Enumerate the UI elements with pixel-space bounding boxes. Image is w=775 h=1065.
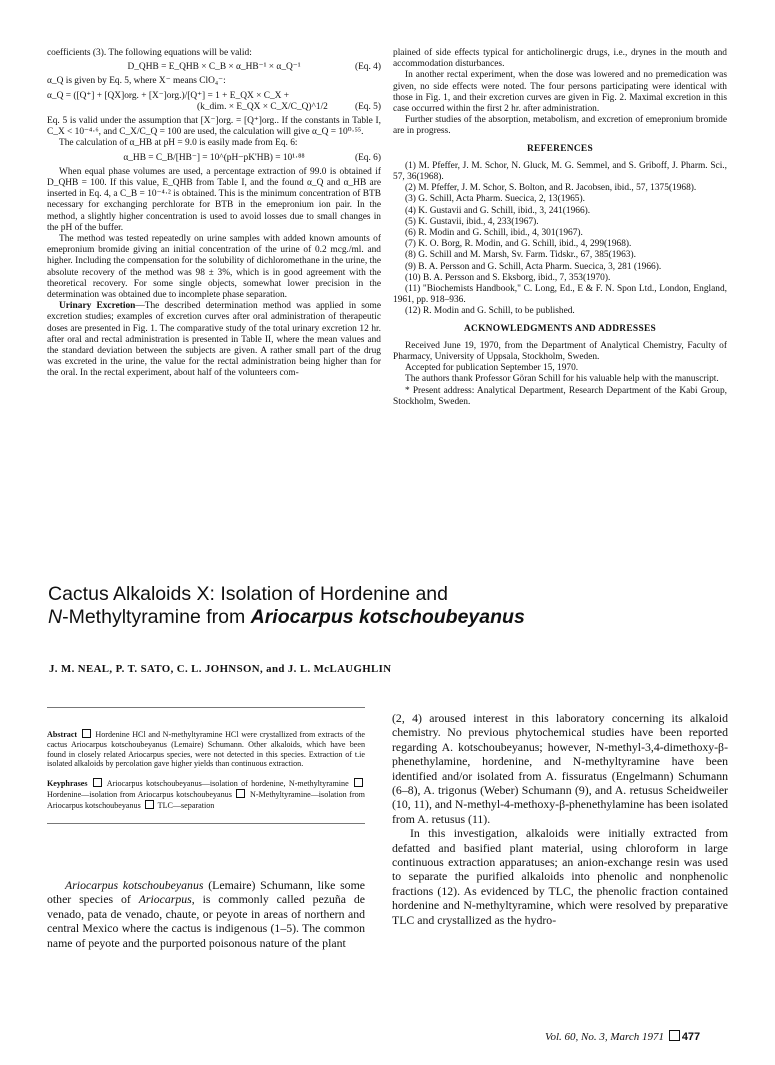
page-number: 477 <box>681 1031 701 1043</box>
reference-item: (1) M. Pfeffer, J. M. Schor, N. Gluck, M. G. Semmel, and S. Griboff, J. Pharm. Sci., 57, 36(1968). <box>393 160 727 183</box>
genus-name: Ariocarpus <box>138 892 192 907</box>
article-title <box>48 583 738 629</box>
abstract-paragraph <box>47 729 365 769</box>
paragraph: α_Q is given by Eq. 5, where X⁻ means ClO₄⁻: <box>47 76 226 87</box>
page-footer <box>545 1030 700 1043</box>
article-body-left <box>47 878 365 950</box>
reference-item: (8) G. Schill and M. Marsh, Sv. Farm. Tidskr., 67, 385(1963). <box>405 250 636 261</box>
reference-item: (7) K. O. Borg, R. Modin, and G. Schill, ibid., 4, 299(1968). <box>405 239 632 250</box>
box-bullet-icon <box>93 778 102 787</box>
paragraph: The method was tested repeatedly on urine samples with added known amounts of emepronium bromide giving an initial concentration of the urine of 0.2 mcg./ml. and higher. Including the compensation for the solubility of dichloromethane in the urine, the absolute recovery of the method was 98 ± 3%, which is in good agreement with the theoretical recovery. For some single objects, somewhat lower precision in the determination was obtained due to incomplete phase separation. <box>47 234 381 301</box>
reference-item: (4) K. Gustavii and G. Schill, ibid., 3, 241(1966). <box>405 205 591 216</box>
keyphrase: N-Methyltyramine—isolation from Ariocarpus kotschoubeyanus <box>47 789 365 810</box>
paragraph: Further studies of the absorption, metabolism, and excretion of emepronium bromide are in progress. <box>393 115 727 137</box>
paragraph: Eq. 5 is valid under the assumption that [X⁻]org. = [Q⁺]org.. If the constants in Table I, C_X < 10⁻⁴·⁶, and C_X/C_Q = 100 are used, the calculation will give α_Q = 10⁰·⁵⁵. <box>47 116 381 138</box>
box-bullet-icon <box>669 1030 680 1041</box>
reference-item: (9) B. A. Persson and G. Schill, Acta Pharm. Suecica, 3, 281 (1966). <box>405 261 662 272</box>
acknowledgments-heading: ACKNOWLEDGMENTS AND ADDRESSES <box>463 323 657 334</box>
abstract-label: Abstract <box>47 730 78 739</box>
abstract-box <box>47 707 365 824</box>
paragraph: When equal phase volumes are used, a percentage extraction of 99.0 is obtained if D_QHB = 100. If this value, E_QHB from Table I, and the found α_Q and α_HB are inserted in Eq. 4, a C_B = 10⁻⁴·² is obtained. This is the minimum concentration of BTB necessary for exchanging perchlorate for BTB in the emepronium ion pair. In the method, a slightly higher concentration is used to avoid losses due to small changes in the pH of the buffer. <box>47 166 381 233</box>
box-bullet-icon <box>82 729 91 738</box>
intro-paragraph <box>47 878 365 950</box>
references-list <box>393 161 727 318</box>
paragraph: In this investigation, alkaloids were initially extracted from defatted and basified plant material, using chloroform in large continuous extraction apparatuses; an anion-exchange resin was used to separate the purified alkaloids into phenolic and nonphenolic fractions (12). As evidenced by TLC, the phenolic fraction contained hordenine and N-methyltyramine, which were resolved by preparative TLC and crystallized as the hydro- <box>392 826 728 927</box>
equation-text: α_Q = ([Q⁺] + [QX]org. + [X⁻]org.)/[Q⁺] = 1 + E_QX × C_X + <box>47 90 290 101</box>
reference-item: (3) G. Schill, Acta Pharm. Suecica, 2, 13(1965). <box>405 194 585 205</box>
reference-item: (5) K. Gustavii, ibid., 4, 233(1967). <box>405 216 539 227</box>
equation-6 <box>47 153 381 164</box>
equation-text: (k_dim. × E_QX × C_X/C_Q)^1/2 <box>197 101 328 112</box>
equation-number: (Eq. 4) <box>354 62 381 73</box>
paragraph-text: (Lemaire) Schumann, like some other species of <box>47 878 365 907</box>
equation-text: D_QHB = E_QHB × C_B × α_HB⁻¹ × α_Q⁻¹ <box>127 62 301 73</box>
paragraph-text: , is commonly called pezuña de venado, pata de venado, chaute, or peyote in areas of northern and central Mexico where the cactus is indigenous (1–5). The common name of peyote and the purported poisonous nature of the plant <box>47 892 365 950</box>
reference-item: (11) "Biochemists Handbook," C. Long, Ed., E & F. N. Spon Ltd., London, England, 1961, pp. 918–936. <box>393 284 727 306</box>
equation-number: (Eq. 5) <box>354 101 381 112</box>
title-italic-n: N <box>48 606 63 628</box>
reference-item: (6) R. Modin and G. Schill, ibid., 4, 301(1967). <box>405 228 583 239</box>
keyphrase: Hordenine—isolation from Ariocarpus kotschoubeyanus <box>47 789 232 799</box>
acknowledgment-paragraph: Received June 19, 1970, from the Department of Analytical Chemistry, Faculty of Pharmacy, University of Uppsala, Stockholm, Sweden. <box>393 340 727 363</box>
article-body-right <box>392 711 728 927</box>
run-in-heading: Urinary Excretion <box>59 301 136 312</box>
author-list: J. M. NEAL, P. T. SATO, C. L. JOHNSON, and J. L. McLAUGHLIN <box>49 663 392 675</box>
previous-article-right-column <box>393 48 727 408</box>
equation-5 <box>47 91 381 113</box>
title-species: Ariocarpus kotschoubeyanus <box>250 606 525 628</box>
divider <box>47 707 365 708</box>
title-line-2: -Methyltyramine from <box>62 606 251 628</box>
box-bullet-icon <box>145 800 154 809</box>
title-line-1: Cactus Alkaloids X: Isolation of Hordenine and <box>48 583 448 605</box>
keyphrase: Ariocarpus kotschoubeyanus—isolation of hordenine, N-methyltyramine <box>106 779 349 789</box>
acknowledgment-paragraph: Accepted for publication September 15, 1970. <box>405 363 579 374</box>
paragraph: coefficients (3). The following equations will be valid: <box>47 48 252 58</box>
journal-issue: Vol. 60, No. 3, March 1971 <box>545 1031 665 1043</box>
keyphrases-label: Keyphrases <box>47 779 88 789</box>
reference-item: (2) M. Pfeffer, J. M. Schor, S. Bolton, and R. Jacobsen, ibid., 57, 1375(1968). <box>405 183 697 194</box>
reference-item: (10) B. A. Persson and S. Eksborg, ibid., 7, 353(1970). <box>405 272 611 283</box>
species-name: Ariocarpus kotschoubeyanus <box>65 878 204 892</box>
equation-text: α_HB = C_B/[HB⁻] = 10^(pH−pK'HB) = 10¹·⁸⁸ <box>123 152 305 163</box>
acknowledgment-paragraph: * Present address: Analytical Department, Research Department of the Kabi Group, Stockholm, Sweden. <box>393 385 727 407</box>
paragraph-text: —The described determination method was applied in some excretion studies; examples of excretion curves after oral administration of therapeutic doses are presented in Fig. 1. The comparative study of the total urinary excretion 12 hr. after oral and rectal administration is presented in Table II, where the mean values and the standard deviation between the subjects are given. A rather small part of the drug was excreted in the urine, the value for the rectal administration being higher than for the oral. In the rectal experiment, about half of the volunteers com- <box>47 301 381 379</box>
references-heading: REFERENCES <box>526 143 594 154</box>
paragraph: The calculation of α_HB at pH = 9.0 is easily made from Eq. 6: <box>59 138 298 149</box>
divider <box>47 823 365 824</box>
keyphrases-paragraph <box>47 778 365 810</box>
paragraph: In another rectal experiment, when the dose was lowered and no premedication was given, no side effects were noted. The four persons participating were identical with those in Fig. 1, and their excretion curves are given in Fig. 2. Maximal excretion in this case occurred within the first 2 hr. after administration. <box>393 70 727 115</box>
paragraph: plained of side effects typical for anticholinergic drugs, i.e., drynes in the mouth and accommodation disturbances. <box>393 48 727 70</box>
box-bullet-icon <box>354 778 363 787</box>
acknowledgment-paragraph: The authors thank Professor Göran Schill for his valuable help with the manuscript. <box>405 374 719 385</box>
box-bullet-icon <box>236 789 245 798</box>
reference-item: (12) R. Modin and G. Schill, to be published. <box>405 306 575 317</box>
equation-number: (Eq. 6) <box>354 152 381 163</box>
keyphrase: TLC—separation <box>157 800 215 810</box>
paragraph: (2, 4) aroused interest in this laboratory concerning its alkaloid chemistry. No previous phytochemical studies have been reported regarding A. kotschoubeyanus; however, N-methyl-3,4-dimethoxy-β-phenethylamine, hordenine, and N-methyltyramine have been identified and/or isolated from A. fissuratus (Engelmann) Schumann (6–8), A. trigonus (Weber) Schumann (9), and A. retusus Scheidweiler (10, 11), and N-methyl-4-methoxy-β-phenethylamine has been isolated from A. retusus (11). <box>392 711 728 826</box>
previous-article-left-column <box>47 48 381 380</box>
paragraph <box>47 301 381 379</box>
abstract-text: Hordenine HCl and N-methyltyramine HCl were crystallized from extracts of the cactus Ariocarpus kotschoubeyanus (Lemaire) Schumann. Other alkaloids, which have been found in closely related Ariocarpus species, were not detected in this species. Extraction of t.ie isolated alkaloids by percolation gave higher yields than continuous extraction. <box>47 730 365 769</box>
equation-4 <box>47 62 381 73</box>
